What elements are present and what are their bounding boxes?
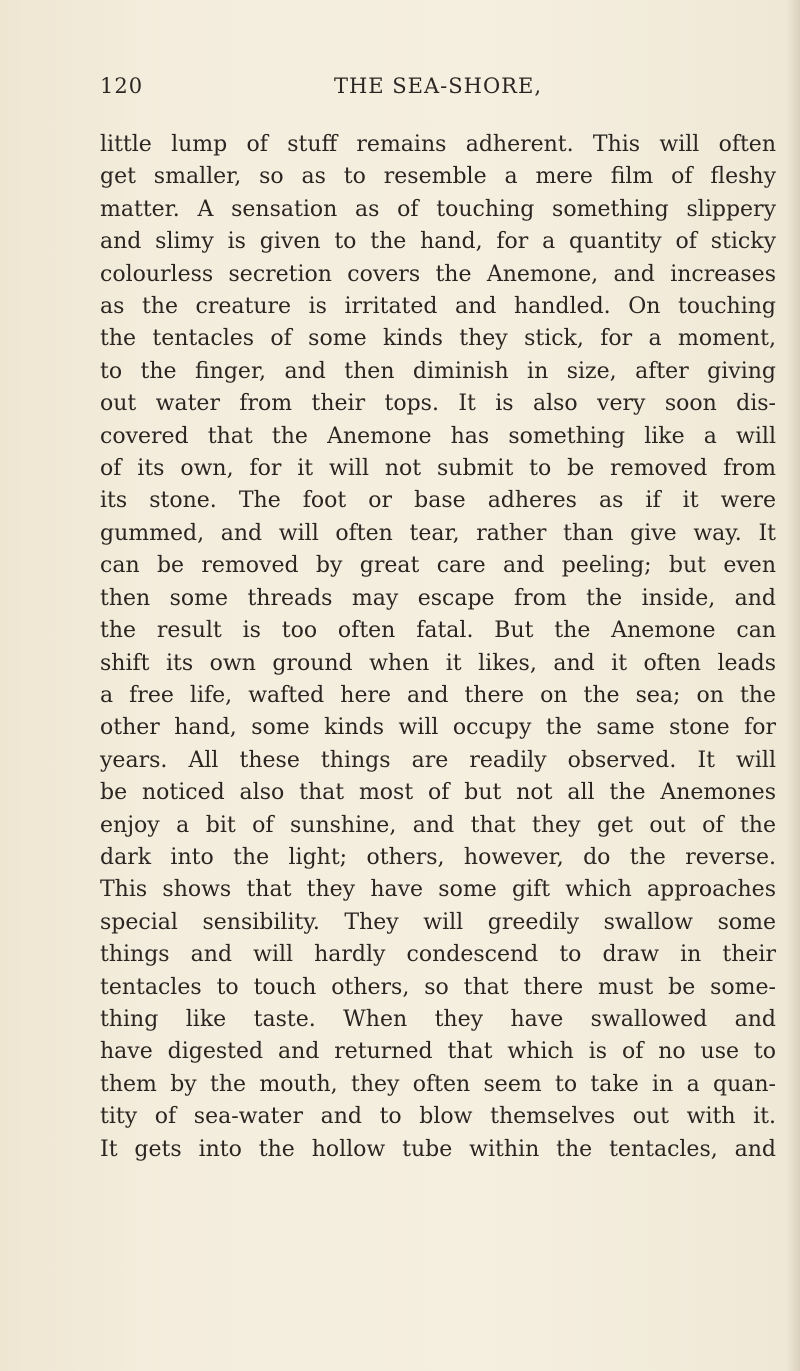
- running-head: THE SEA-SHORE,: [333, 74, 543, 98]
- text-line: a free life, wafted here and there on the sea; on the: [100, 682, 776, 708]
- text-line: matter. A sensation as of touching something slippery: [100, 196, 776, 222]
- text-line: other hand, some kinds will occupy the same stone for: [100, 715, 776, 741]
- text-line: be noticed also that most of but not all the Anemones: [100, 780, 776, 806]
- text-line: and slimy is given to the hand, for a quantity of sticky: [100, 229, 776, 255]
- text-line: special sensibility. They will greedily swallow some: [100, 909, 776, 935]
- text-line: gummed, and will often tear, rather than give way. It: [100, 520, 776, 546]
- text-line: them by the mouth, they often seem to take in a quan-: [100, 1071, 776, 1097]
- text-line: tity of sea-water and to blow themselves out with it.: [100, 1104, 776, 1130]
- text-line: little lump of stuff remains adherent. This will often: [100, 132, 776, 157]
- text-line: thing like taste. When they have swallowed and: [100, 1006, 776, 1032]
- text-line: things and will hardly condescend to draw in their: [100, 942, 776, 968]
- page-edge-shadow: [786, 0, 800, 1371]
- text-line: colourless secretion covers the Anemone, and increases: [100, 261, 776, 287]
- text-line: of its own, for it will not submit to be removed from: [100, 456, 776, 482]
- text-line: covered that the Anemone has something like a will: [100, 423, 776, 449]
- text-line: This shows that they have some gift which approaches: [100, 877, 776, 903]
- text-line: It gets into the hollow tube within the tentacles, and: [100, 1136, 776, 1162]
- text-line: can be removed by great care and peeling; but even: [100, 553, 776, 579]
- text-line: shift its own ground when it likes, and it often leads: [100, 650, 776, 676]
- text-line: tentacles to touch others, so that there must be some-: [100, 974, 776, 1000]
- text-line: the result is too often fatal. But the Anemone can: [100, 618, 776, 644]
- body-text: [100, 129, 776, 1166]
- text-line: its stone. The foot or base adheres as if it were: [100, 488, 776, 514]
- text-line: get smaller, so as to resemble a mere film of fleshy: [100, 164, 776, 190]
- text-line: then some threads may escape from the inside, and: [100, 585, 776, 611]
- text-line: out water from their tops. It is also very soon dis-: [100, 391, 776, 417]
- text-line: enjoy a bit of sunshine, and that they get out of the: [100, 812, 776, 838]
- text-line: dark into the light; others, however, do the reverse.: [100, 844, 776, 870]
- text-line: have digested and returned that which is of no use to: [100, 1039, 776, 1065]
- page-number: 120: [100, 74, 144, 98]
- text-line: to the finger, and then diminish in size, after giving: [100, 358, 776, 384]
- text-line: as the creature is irritated and handled. On touching: [100, 294, 776, 320]
- text-line: years. All these things are readily observed. It will: [100, 747, 776, 773]
- text-line: the tentacles of some kinds they stick, for a moment,: [100, 326, 776, 352]
- page-header: [100, 72, 776, 106]
